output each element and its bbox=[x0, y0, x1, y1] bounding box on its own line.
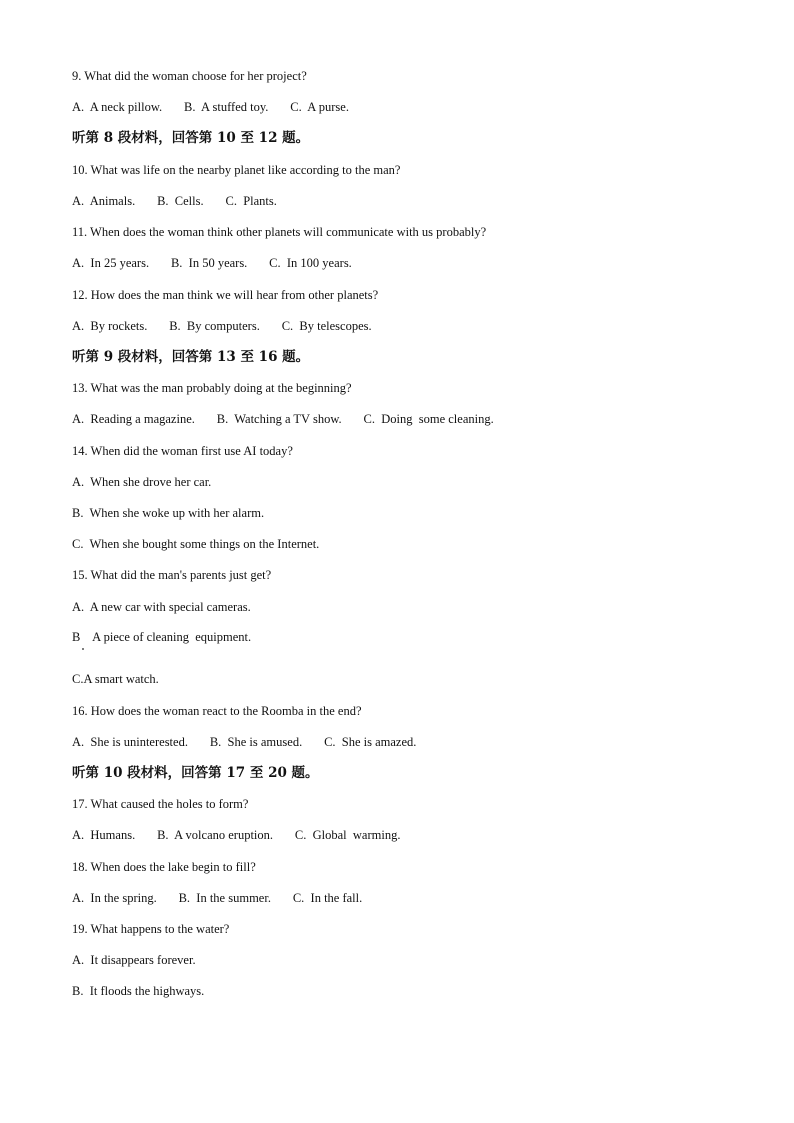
question-19-option-b: B. It floods the highways. bbox=[72, 984, 205, 998]
question-9-options: A. A neck pillow. B. A stuffed toy. C. A purse. bbox=[72, 100, 349, 114]
question-11: 11. When does the woman think other planets will communicate with us probably? bbox=[72, 225, 487, 239]
section-9-heading: 听第 9 段材料，回答第 13 至 16 题。 bbox=[72, 349, 310, 365]
section-8-heading: 听第 8 段材料，回答第 10 至 12 题。 bbox=[72, 130, 310, 146]
question-18: 18. When does the lake begin to fill? bbox=[72, 860, 256, 874]
question-14-option-a: A. When she drove her car. bbox=[72, 475, 212, 489]
question-18-options: A. In the spring. B. In the summer. C. In the fall. bbox=[72, 891, 363, 905]
question-11-options: A. In 25 years. B. In 50 years. C. In 100 years. bbox=[72, 256, 352, 270]
question-19: 19. What happens to the water? bbox=[72, 922, 230, 936]
question-10-options: A. Animals. B. Cells. C. Plants. bbox=[72, 194, 277, 208]
question-15-option-a: A. A new car with special cameras. bbox=[72, 600, 251, 614]
stray-dot bbox=[82, 648, 84, 650]
question-16: 16. How does the woman react to the Roomba in the end? bbox=[72, 704, 362, 718]
question-14-option-c: C. When she bought some things on the Internet. bbox=[72, 537, 320, 551]
question-13-options: A. Reading a magazine. B. Watching a TV show. C. Doing some cleaning. bbox=[72, 412, 494, 426]
question-10: 10. What was life on the nearby planet like according to the man? bbox=[72, 163, 401, 177]
question-17-options: A. Humans. B. A volcano eruption. C. Global warming. bbox=[72, 828, 401, 842]
question-14-option-b: B. When she woke up with her alarm. bbox=[72, 506, 265, 520]
question-15-option-b: B A piece of cleaning equipment. bbox=[72, 630, 252, 644]
question-13: 13. What was the man probably doing at the beginning? bbox=[72, 381, 352, 395]
question-12-options: A. By rockets. B. By computers. C. By telescopes. bbox=[72, 319, 372, 333]
question-15: 15. What did the man's parents just get? bbox=[72, 568, 272, 582]
section-10-heading: 听第 10 段材料，回答第 17 至 20 题。 bbox=[72, 765, 319, 781]
question-15-option-c: C.A smart watch. bbox=[72, 672, 159, 686]
question-16-options: A. She is uninterested. B. She is amused. C. She is amazed. bbox=[72, 735, 417, 749]
question-9: 9. What did the woman choose for her project? bbox=[72, 69, 307, 83]
question-14: 14. When did the woman first use AI today? bbox=[72, 444, 293, 458]
question-17: 17. What caused the holes to form? bbox=[72, 797, 249, 811]
question-19-option-a: A. It disappears forever. bbox=[72, 953, 196, 967]
question-12: 12. How does the man think we will hear from other planets? bbox=[72, 288, 379, 302]
